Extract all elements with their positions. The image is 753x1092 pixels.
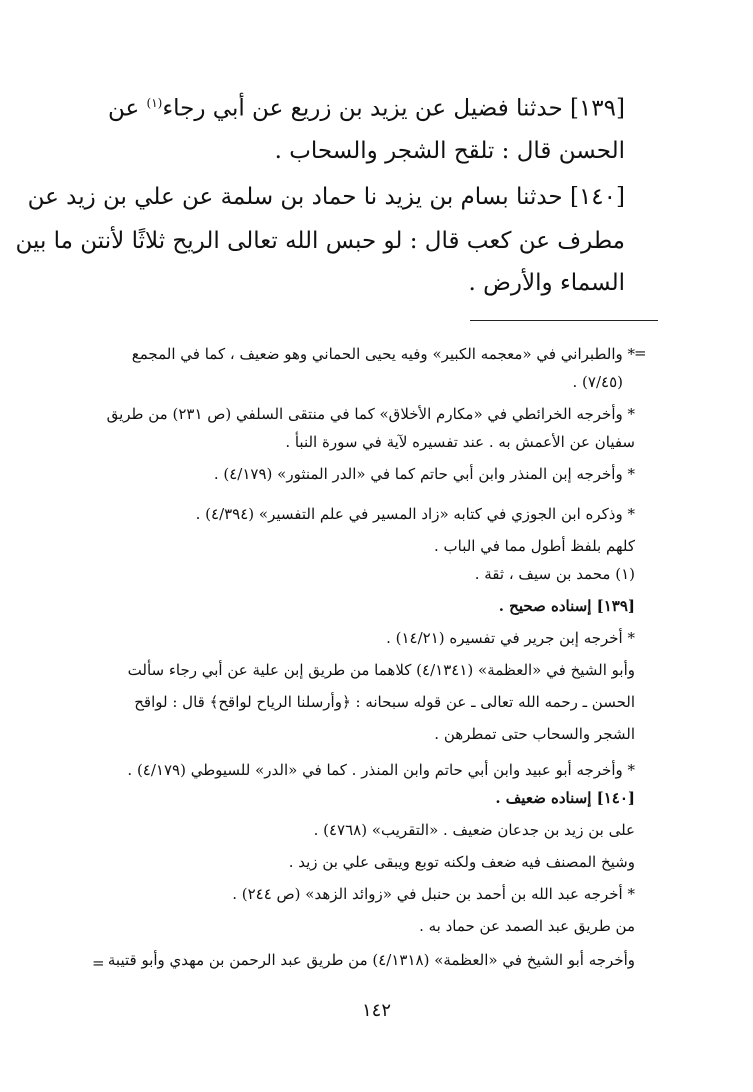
- main-line-1-text: [١٣٩] حدثنا فضيل عن يزيد بن زريع عن أبي رجاء: [162, 95, 625, 122]
- isnad-heading-140: [١٤٠] إسناده ضعيف .: [495, 789, 635, 807]
- main-line-5: السماء والأرض .: [468, 270, 625, 296]
- continuation-marker-bottom: =: [92, 954, 105, 972]
- main-line-1: [108, 88, 625, 124]
- footnote-ref[interactable]: (١): [146, 96, 163, 110]
- main-line-2: الحسن قال : تلقح الشجر والسحاب .: [274, 138, 625, 164]
- footnote-line: * والطبراني في «معجمه الكبير» وفيه يحيى الحماني وهو ضعيف ، كما في المجمع: [131, 345, 635, 363]
- footnote-line: على بن زيد بن جدعان ضعيف . «التقريب» (٤٧٦٨) .: [313, 821, 635, 839]
- isnad-heading-139: [١٣٩] إسناده صحيح .: [498, 597, 635, 615]
- footnote-line: * أخرجه عبد الله بن أحمد بن حنبل في «زوائد الزهد» (ص ٢٤٤) .: [232, 885, 635, 903]
- footnote-line: * وأخرجه أبو عبيد وابن أبي حاتم وابن المنذر . كما في «الدر» للسيوطي (٤/١٧٩) .: [127, 761, 635, 779]
- footnote-line: * أخرجه إبن جرير في تفسيره (١٤/٢١) .: [386, 629, 635, 647]
- footnote-separator: [470, 320, 658, 321]
- page-number: ١٤٢: [361, 1000, 391, 1021]
- footnote-line: * وأخرجه إبن المنذر وابن أبي حاتم كما في «الدر المنثور» (٤/١٧٩) .: [213, 465, 635, 483]
- footnote-line: * وذكره ابن الجوزي في كتابه «زاد المسير في علم التفسير» (٤/٣٩٤) .: [195, 505, 635, 523]
- footnote-line: (٧/٤٥) .: [572, 373, 623, 391]
- footnote-line: وشيخ المصنف فيه ضعف ولكنه توبع ويبقى علي بن زيد .: [288, 853, 635, 871]
- footnote-line: الحسن ـ رحمه الله تعالى ـ عن قوله سبحانه : ﴿وأرسلنا الرياح لواقح﴾ قال : لواقح: [134, 693, 635, 711]
- main-line-3: [١٤٠] حدثنا بسام بن يزيد نا حماد بن سلمة عن علي بن زيد عن: [27, 184, 625, 210]
- footnote-line: سفيان عن الأعمش به . عند تفسيره لآية في سورة النبأ .: [285, 433, 635, 451]
- footnote-line: * وأخرجه الخرائطي في «مكارم الأخلاق» كما في منتقى السلفي (ص ٢٣١) من طريق: [106, 405, 635, 423]
- footnote-line: من طريق عبد الصمد عن حماد به .: [419, 917, 635, 935]
- main-line-1-tail: عن: [107, 95, 140, 122]
- footnote-line: كلهم بلفظ أطول مما في الباب .: [433, 537, 635, 555]
- continuation-marker-top: =: [634, 344, 647, 362]
- footnote-line: وأخرجه أبو الشيخ في «العظمة» (٤/١٣١٨) من طريق عبد الرحمن بن مهدي وأبو قتيبة: [107, 951, 635, 969]
- main-line-4: مطرف عن كعب قال : لو حبس الله تعالى الريح ثلاثًا لأنتن ما بين: [15, 228, 625, 254]
- footnote-line: الشجر والسحاب حتى تمطرهن .: [434, 725, 635, 743]
- footnote-line: (١) محمد بن سيف ، ثقة .: [474, 565, 635, 583]
- footnote-line: وأبو الشيخ في «العظمة» (٤/١٣٤١) كلاهما من طريق إبن علية عن أبي رجاء سألت: [127, 661, 635, 679]
